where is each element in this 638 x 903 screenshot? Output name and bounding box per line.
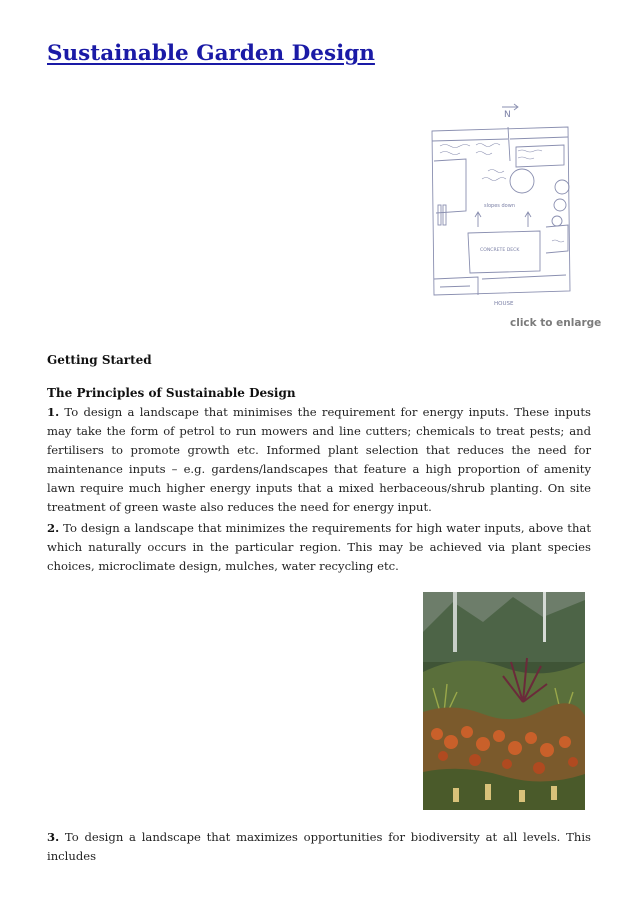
principle-3-paragraph: [47, 828, 591, 866]
principle-2-paragraph: [47, 519, 591, 576]
principle-1-number: 1.: [47, 405, 60, 419]
getting-started-heading: Getting Started: [47, 353, 152, 367]
plan-deck-label: CONCRETE DECK: [480, 248, 520, 253]
garden-photo-illustration: [423, 592, 585, 810]
principle-3-number: 3.: [47, 830, 60, 844]
plan-house-label: HOUSE: [494, 301, 514, 307]
plan-slopes-label: slopes down: [484, 203, 515, 209]
principle-3-text: To design a landscape that maximizes opportunities for biodiversity at all levels. This includes: [47, 830, 591, 863]
garden-photo: [423, 592, 585, 810]
principle-2-text: To design a landscape that minimizes the requirements for high water inputs, above that which naturally occurs in the particular region. This may be achieved via plant species choices, microclimate design, mulches, water recycling etc.: [47, 521, 591, 573]
garden-plan-image[interactable]: [418, 101, 584, 333]
principles-heading: The Principles of Sustainable Design: [47, 386, 296, 400]
principle-2-number: 2.: [47, 521, 60, 535]
principle-1-text: To design a landscape that minimises the requirement for energy inputs. These inputs may take the form of petrol to run mowers and line cutters; chemicals to treat pests; and fertilisers to promote growth etc. Informed plant selection that reduces the need for maintenance inputs – e.g. gardens/landscapes that feature a high proportion of amenity lawn require much higher energy inputs that a mixed herbaceous/shrub planting. On site treatment of green waste also reduces the need for energy input.: [47, 405, 591, 514]
click-to-enlarge-link[interactable]: click to enlarge: [510, 317, 602, 329]
principle-1-paragraph: [47, 403, 591, 516]
garden-plan-sketch: [418, 101, 584, 333]
article-title-link[interactable]: Sustainable Garden Design: [47, 41, 375, 66]
plan-north-label: N: [504, 110, 511, 120]
